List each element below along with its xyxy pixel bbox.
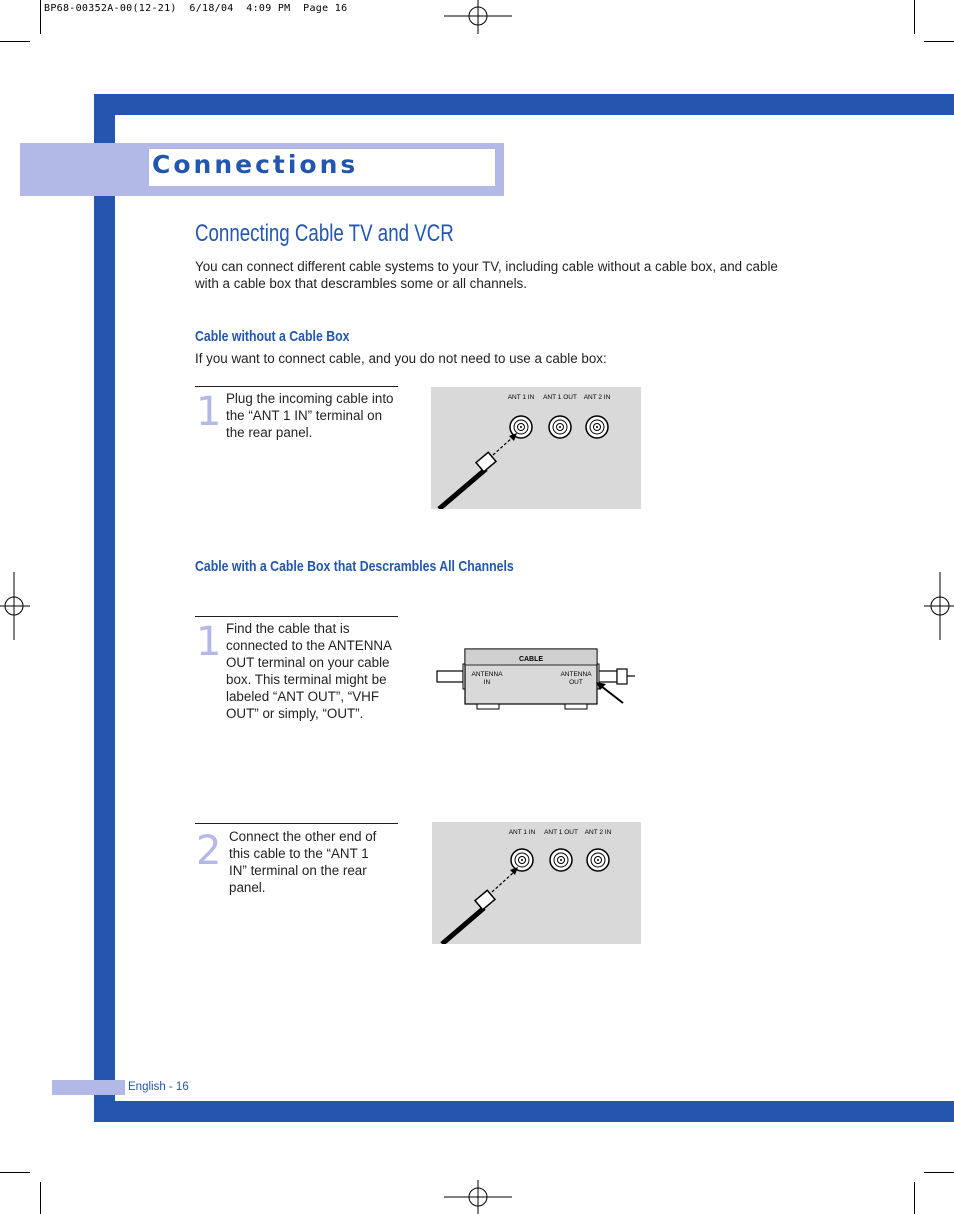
cable-icon xyxy=(442,867,518,944)
page-heading: Connecting Cable TV and VCR xyxy=(195,220,454,247)
ant2-in-label: ANT 2 IN xyxy=(583,394,611,401)
footer-tab xyxy=(52,1080,125,1095)
cable-box-diagram xyxy=(435,640,640,715)
ant1-in-label: ANT 1 IN xyxy=(508,829,536,836)
registration-mark-left xyxy=(0,572,30,640)
subsection-title: Cable with a Cable Box that Descrambles All Channels xyxy=(195,558,514,575)
step-number: 2 xyxy=(196,828,222,874)
subsection-title: Cable without a Cable Box xyxy=(195,328,350,345)
cable-box-title: CABLE xyxy=(518,656,544,663)
step-number: 1 xyxy=(196,389,222,435)
page-number: English - 16 xyxy=(128,1081,189,1093)
registration-mark-right xyxy=(924,572,954,640)
step-rule xyxy=(195,616,398,617)
ant1-in-label: ANT 1 IN xyxy=(507,394,535,401)
print-header: BP68-00352A-00(12-21) 6/18/04 4:09 PM Page 16 xyxy=(44,3,348,14)
ant1-out-label: ANT 1 OUT xyxy=(544,829,578,836)
step-number: 1 xyxy=(196,619,222,665)
step-rule xyxy=(195,386,398,387)
ant1-out-label: ANT 1 OUT xyxy=(543,394,577,401)
step-text: Connect the other end of this cable to the “ANT 1 IN” terminal on the rear panel. xyxy=(229,829,377,895)
step-text: Plug the incoming cable into the “ANT 1 IN” terminal on the rear panel. xyxy=(226,391,394,440)
connector-icon xyxy=(550,849,572,871)
antenna-in-label: ANTENNA xyxy=(471,671,503,678)
antenna-out-label: ANTENNA xyxy=(560,671,592,678)
cable-icon xyxy=(439,433,517,509)
registration-mark-top xyxy=(444,0,512,34)
connector-icon xyxy=(587,849,609,871)
ant2-in-label: ANT 2 IN xyxy=(584,829,612,836)
antenna-in-label: IN xyxy=(483,679,491,686)
connector-icon xyxy=(586,416,608,438)
intro-text: You can connect different cable systems to your TV, including cable without a cable box, and cable with a cable box that descrambles some or all channels. xyxy=(195,259,778,291)
registration-mark-bottom xyxy=(444,1180,512,1214)
step-text: Find the cable that is connected to the ANTENNA OUT terminal on your cable box. This terminal might be labeled “ANT OUT”, “VHF OUT” or simply, “OUT”. xyxy=(226,621,392,721)
arrow-icon xyxy=(596,682,623,703)
rear-panel-diagram xyxy=(431,387,641,509)
section-title: Connections xyxy=(152,150,359,179)
connector-icon xyxy=(511,849,533,871)
rear-panel-diagram xyxy=(432,822,641,944)
subsection-description: If you want to connect cable, and you do not need to use a cable box: xyxy=(195,351,607,366)
antenna-out-label: OUT xyxy=(569,679,583,686)
connector-icon xyxy=(549,416,571,438)
step-rule xyxy=(195,823,398,824)
